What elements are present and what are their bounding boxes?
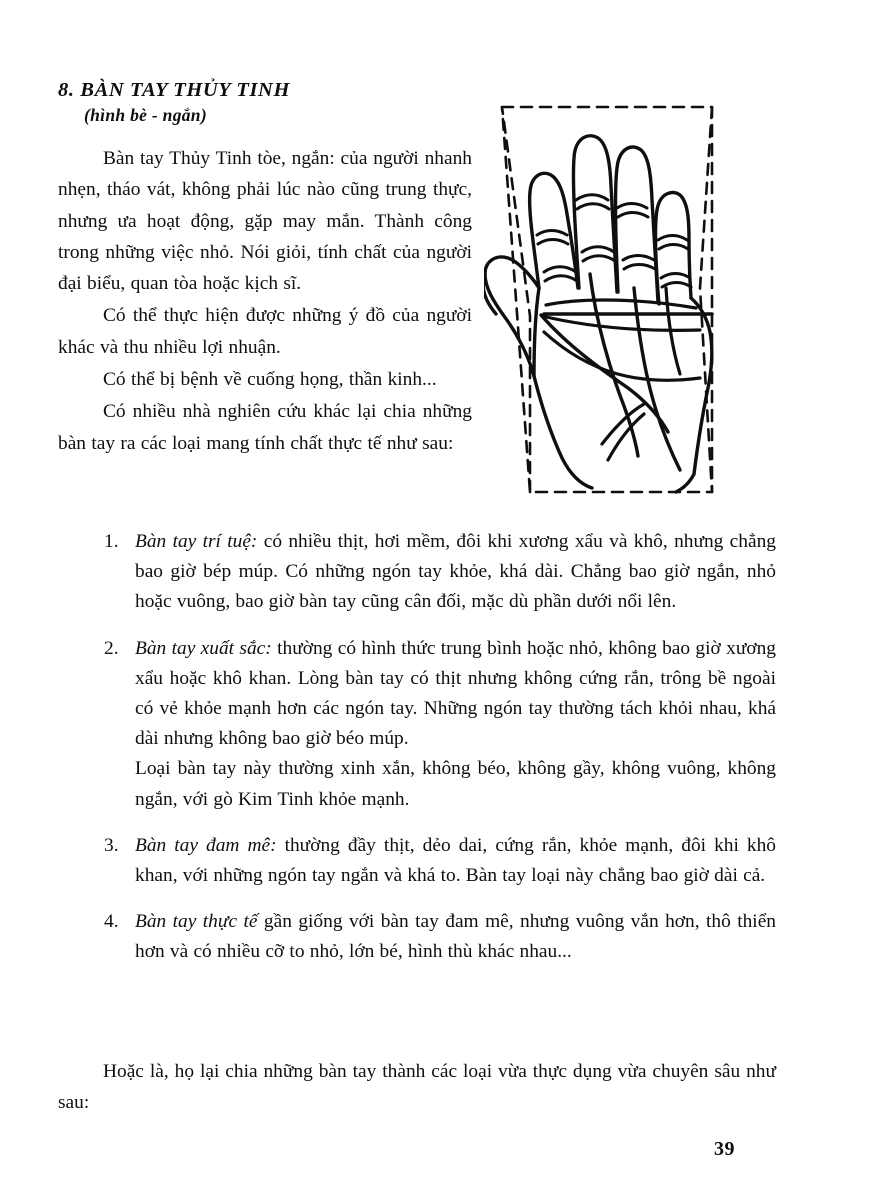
finger-middle-outline — [573, 136, 617, 292]
list-item-number: 2. — [104, 637, 119, 659]
hand-diagram-figure — [484, 92, 736, 504]
list-item-number: 4. — [104, 911, 119, 933]
closing-paragraph: Hoặc là, họ lại chia những bàn tay thành các loại vừa thực dụng vừa chuyên sâu như sau: — [58, 1061, 776, 1113]
hand-illustration-svg — [484, 92, 736, 504]
finger-index-knuckle-1b — [538, 240, 568, 245]
page-title: 8. BÀN TAY THỦY TINH — [58, 79, 291, 101]
finger-index-knuckle-2 — [544, 267, 576, 272]
palm-line-heart-upper — [546, 300, 696, 308]
list-item-lead: Bàn tay đam mê: — [135, 834, 277, 856]
list-item — [100, 907, 776, 967]
closing-text — [58, 1056, 776, 1118]
list-item-number: 3. — [104, 834, 119, 856]
intro-paragraph-4: Có nhiều nhà nghiên cứu khác lại chia những bàn tay ra các loại mang tính chất thực tế như sau: — [58, 401, 472, 454]
finger-index-knuckle-1 — [537, 231, 567, 236]
palm-line-head — [542, 316, 700, 330]
palm-line-life — [541, 315, 668, 432]
list-item-body — [135, 831, 776, 891]
finger-little-knuckle-1b — [659, 245, 688, 250]
list-item-text: gần giống với bàn tay đam mê, nhưng vuông vắn hơn, thô thiển hơn và có nhiều cỡ to nhỏ, lớn bé, hình thù khác nhau... — [135, 911, 776, 963]
page-subtitle: (hình bè - ngắn) — [84, 105, 207, 126]
intro-paragraph-2: Có thể thực hiện được những ý đồ của người khác và thu nhiều lợi nhuận. — [58, 305, 472, 358]
intro-text-column — [58, 143, 472, 459]
list-item-text: thường đầy thịt, dẻo dai, cứng rắn, khỏe mạnh, đôi khi khô khan, với những ngón tay ngắn và khá to. Bàn tay loại này chẳng bao giờ dài cả. — [135, 834, 776, 887]
list-item-number: 1. — [104, 531, 119, 552]
classification-list — [100, 527, 776, 984]
list-item-lead: Bàn tay thực tế — [135, 911, 258, 933]
list-item-body — [135, 907, 776, 967]
list-item-text: có nhiều thịt, hơi mềm, đôi khi xương xẩu và khô, nhưng chẳng bao giờ bép múp. Có những ngón tay khỏe, khá dài. Chẳng bao giờ ngắn, nhỏ hoặc vuông, bao giờ bàn tay cũng cân đối, mặc dù phần dưới nổi lên. — [135, 531, 776, 613]
list-item-lead: Bàn tay xuất sắc: — [135, 637, 272, 659]
page-number: 39 — [714, 1138, 735, 1160]
list-item-text: thường có hình thức trung bình hoặc nhỏ, không bao giờ xương xẩu hoặc khô khan. Lòng bàn tay có thịt nhưng không cứng rắn, trông bề ngoài có vẻ khỏe mạnh hơn các ngón tay. Những ngón tay thường tách khỏi nhau, khá dài nhưng không bao giờ béo múp. — [135, 637, 776, 750]
finger-little-knuckle-2b — [662, 283, 691, 288]
finger-ring-knuckle-1 — [617, 204, 647, 209]
wrist-right-edge — [676, 474, 694, 492]
list-item — [100, 634, 776, 815]
list-item — [100, 527, 776, 618]
finger-index-knuckle-2b — [545, 276, 577, 281]
finger-ring-knuckle-1b — [618, 213, 648, 218]
finger-middle-knuckle-1 — [576, 195, 608, 200]
list-item-body — [135, 527, 776, 618]
palm-bottom-outline — [534, 376, 592, 488]
intro-paragraph-3: Có thể bị bệnh về cuống họng, thần kinh... — [103, 369, 437, 391]
finger-ring-outline — [615, 147, 658, 302]
finger-ring-knuckle-2 — [623, 256, 654, 261]
palm-left-outline — [534, 288, 539, 376]
list-item-lead: Bàn tay trí tuệ: — [135, 531, 258, 552]
finger-little-knuckle-2 — [661, 274, 690, 279]
finger-little-knuckle-1 — [658, 236, 687, 241]
list-item — [100, 831, 776, 891]
finger-middle-knuckle-2b — [583, 256, 615, 261]
finger-ring-knuckle-2b — [624, 265, 655, 270]
section-heading — [58, 78, 478, 126]
dashed-frame-right-slope — [700, 107, 712, 492]
finger-middle-knuckle-2 — [582, 247, 614, 252]
finger-middle-knuckle-1b — [577, 204, 609, 209]
intro-paragraph-1: Bàn tay Thủy Tinh tòe, ngắn: của người nhanh nhẹn, tháo vát, không phải lúc nào cũng trung thực, nhưng ưa hoạt động, gặp may mắn. Thành công trong những việc nhỏ. Nói giỏi, tính chất của người đại biểu, quan tòa hoặc kịch sĩ. — [58, 148, 472, 295]
list-item-body — [135, 634, 776, 755]
list-item-extra: Loại bàn tay này thường xinh xắn, không béo, không gầy, không vuông, không ngắn, với gò Kim Tinh khỏe mạnh. — [135, 758, 776, 810]
